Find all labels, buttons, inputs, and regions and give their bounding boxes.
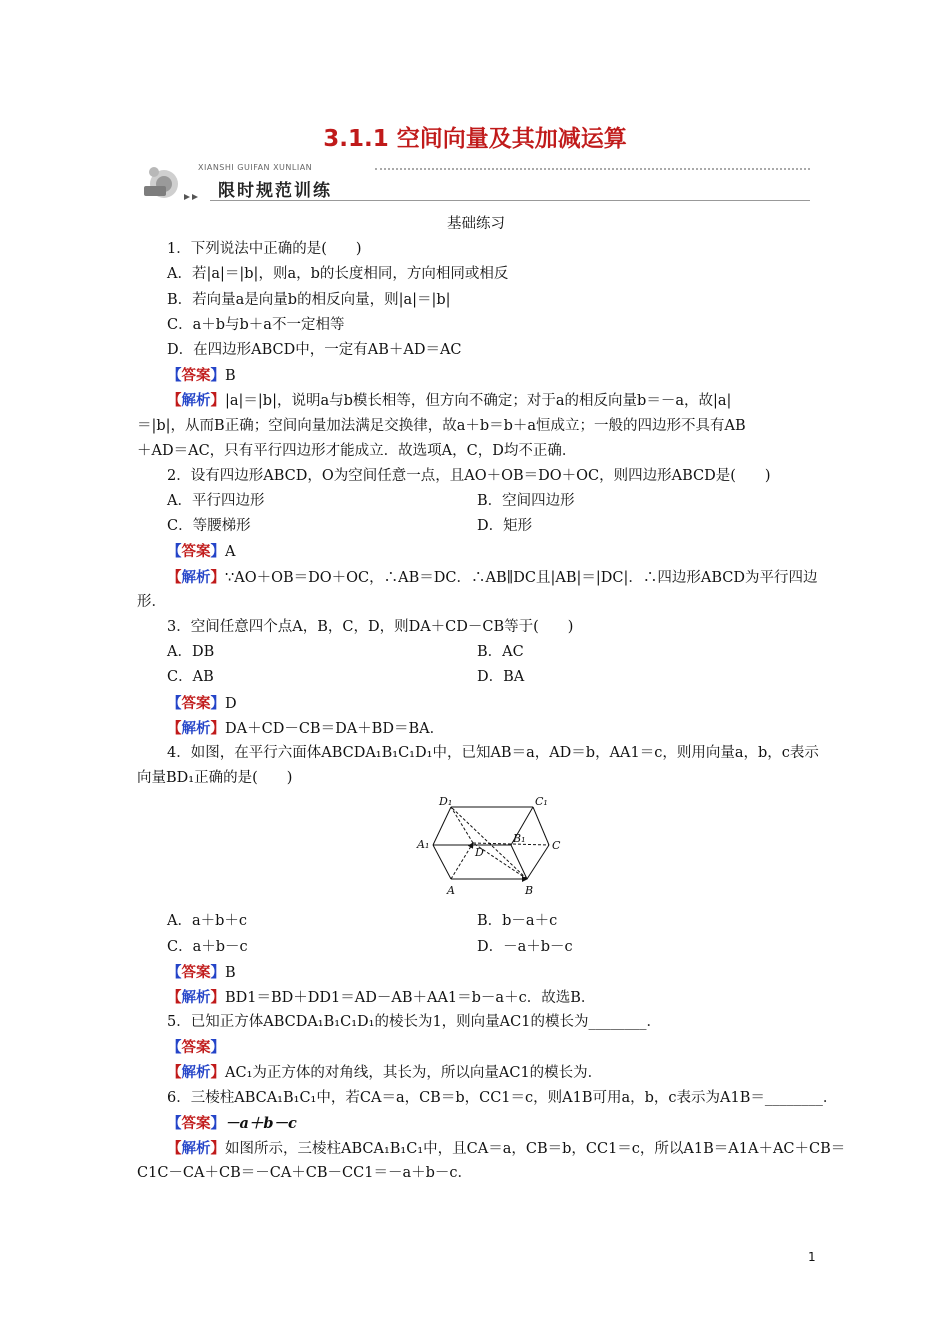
option-4a: A．a＋b＋c [167, 913, 248, 930]
page-title: 3.1.1 空间向量及其加减运算 [323, 126, 627, 152]
edge-b1b [511, 845, 527, 879]
options-3ab [137, 640, 815, 665]
option-1a: A．若|a|＝|b|，则a，b的长度相同，方向相同或相反 [167, 266, 509, 283]
parallelepiped-diagram [415, 795, 575, 903]
label-b: B [525, 884, 534, 898]
label-c: C [552, 839, 561, 853]
section-heading: 基础练习 [447, 216, 505, 232]
options-4ab [137, 909, 815, 934]
banner-dotted-rule [375, 168, 810, 170]
options-4cd [137, 935, 815, 960]
banner-subtitle: XIANSHI GUIFAN XUNLIAN [198, 163, 313, 172]
answer-4: 【答案】B [167, 963, 236, 981]
label-b1: B₁ [513, 832, 526, 846]
analysis-5: 【解析】AC₁为正方体的对角线，其长为，所以向量AC1的模长为． [167, 1064, 603, 1082]
section-banner [140, 156, 810, 208]
option-1b: B．若向量a是向量b的相反向量，则|a|＝|b| [167, 291, 451, 308]
analysis-4: 【解析】BD1＝BD＋DD1＝AD－AB＋AA1＝b－a＋c．故选B． [167, 988, 596, 1006]
document-body [137, 212, 846, 1186]
analysis-1-cont: ＝|b|，从而B正确；空间向量加法满足交换律，故a＋b＝b＋a恒成立；一般的四边形不具有AB [137, 417, 746, 434]
edge-a1d1 [433, 807, 451, 845]
option-4c: C．a＋b－c [167, 938, 248, 955]
edge-a1a [433, 845, 451, 879]
analysis-2-cont: 形． [137, 593, 166, 610]
analysis-1-cont: ＋AD＝AC，只有平行四边形才能成立．故选项A，C，D均不正确． [137, 442, 577, 459]
option-2d: D．矩形 [477, 518, 533, 535]
parallelepiped-figure [137, 791, 815, 909]
answer-5: 【答案】 [167, 1039, 225, 1057]
label-d: D [475, 846, 484, 860]
options-2ab [137, 489, 815, 514]
option-3a: A．DB [167, 644, 215, 661]
label-d1: D₁ [439, 795, 453, 809]
banner-emblem-icon [140, 158, 204, 206]
option-4b: B．b－a＋c [477, 913, 558, 930]
option-4d: D．－a＋b－c [477, 938, 573, 955]
question-2: 2．设有四边形ABCD，O为空间任意一点，且AO＋OB＝DO＋OC，则四边形ABCD是( ) [167, 467, 771, 484]
edge-ad [451, 843, 473, 879]
banner-rule [210, 200, 810, 201]
question-3: 3．空间任意四个点A，B，C，D，则DA＋CD－CB等于( ) [167, 619, 574, 635]
edge-c1c [533, 807, 549, 845]
question-4-cont: 向量BD₁正确的是( ) [137, 770, 293, 787]
question-4: 4．如图，在平行六面体ABCDA₁B₁C₁D₁中，已知AB＝a，AD＝b，AA1＝c，则用向量a，b，c表示 [167, 744, 819, 761]
answer-3: 【答案】D [167, 694, 237, 712]
edge-bc [527, 845, 549, 879]
label-a: A [447, 884, 455, 898]
options-2cd [137, 514, 815, 539]
answer-1: 【答案】B [167, 367, 236, 385]
analysis-6-cont: C1C－CA＋CB＝－CA＋CB－CC1＝－a＋b－c． [137, 1165, 473, 1182]
question-1: 1．下列说法中正确的是( ) [167, 241, 362, 258]
analysis-2: 【解析】∵AO＋OB＝DO＋OC，∴AB＝DC．∴AB∥DC且|AB|＝|DC|．∴四边形ABCD为平行四边 [167, 568, 818, 586]
option-2a: A．平行四边形 [167, 493, 265, 510]
analysis-3: 【解析】DA＋CD－CB＝DA＋BD＝BA． [167, 719, 445, 737]
answer-2: 【答案】A [167, 543, 236, 561]
label-a1: A₁ [417, 838, 430, 852]
analysis-1: 【解析】|a|＝|b|，说明a与b模长相等，但方向不确定；对于a的相反向量b＝－a，故|a| [167, 392, 732, 410]
option-2b: B．空间四边形 [477, 493, 575, 510]
option-1c: C．a＋b与b＋a不一定相等 [167, 316, 345, 333]
question-6: 6．三棱柱ABCA₁B₁C₁中，若CA＝a，CB＝b，CC1＝c，则A1B可用a，b，c表示为A1B＝________． [167, 1089, 838, 1106]
option-1d: D．在四边形ABCD中，一定有AB＋AD＝AC [167, 341, 462, 358]
options-3cd [137, 665, 815, 690]
option-2c: C．等腰梯形 [167, 518, 251, 535]
answer-6: 【答案】－a＋b－c [167, 1114, 297, 1132]
question-5: 5．已知正方体ABCDA₁B₁C₁D₁的棱长为1，则向量AC1的模长为________． [167, 1014, 661, 1031]
label-c1: C₁ [535, 795, 548, 809]
edge-dd1 [451, 807, 473, 843]
option-3b: B．AC [477, 644, 524, 661]
option-3d: D．BA [477, 669, 525, 686]
page-number: 1 [808, 1250, 816, 1264]
banner-title: 限时规范训练 [218, 181, 332, 201]
analysis-6: 【解析】如图所示，三棱柱ABCA₁B₁C₁中，且CA＝a，CB＝b，CC1＝c，所以A1B＝A1A＋AC＋CB＝ [167, 1140, 846, 1157]
option-3c: C．AB [167, 669, 214, 686]
